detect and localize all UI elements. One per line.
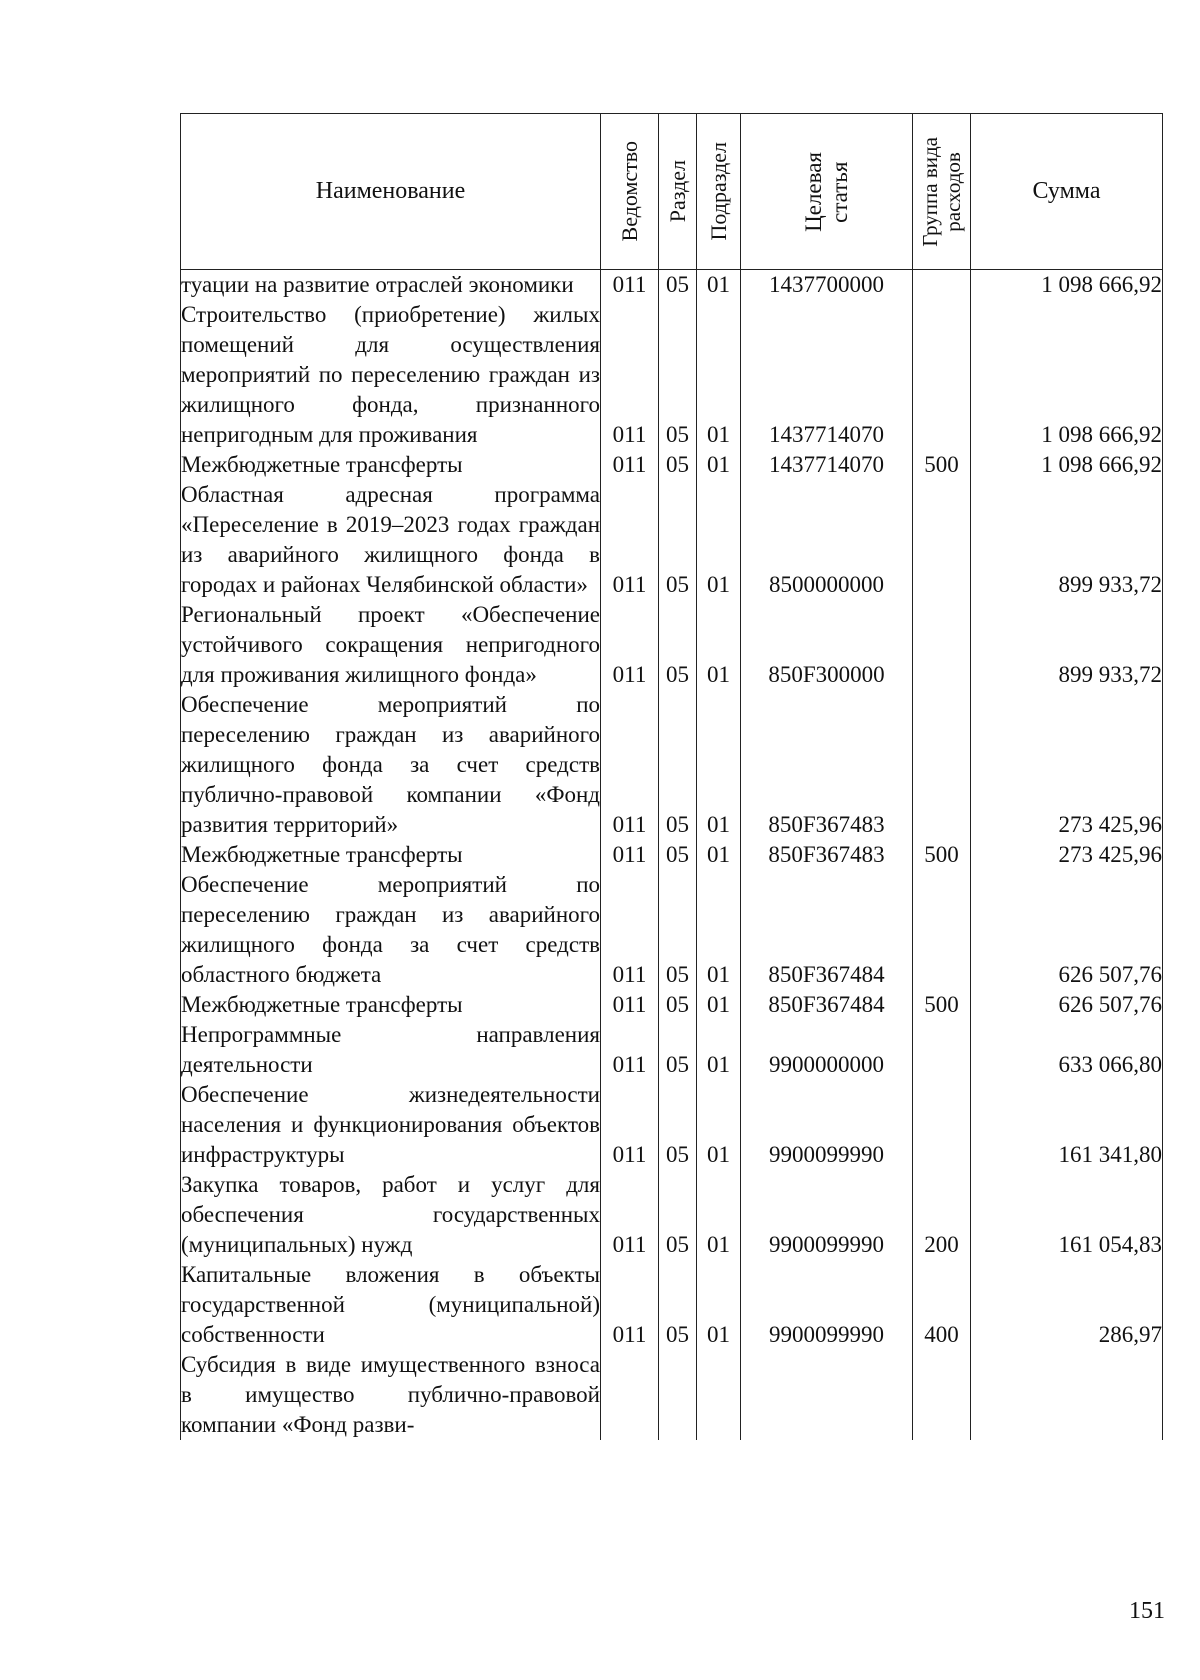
row-summa: 273 425,96 (971, 690, 1163, 840)
row-vedomstvo: 011 (601, 1020, 659, 1080)
row-gruppa: 500 (913, 450, 971, 480)
header-podrazdel-cell (697, 114, 741, 270)
row-name: Обеспечение мероприятий по переселению граждан из аварийного жилищного фонда за счет средств публично-правовой компании «Фонд развития территорий» (181, 690, 601, 840)
row-name: Закупка товаров, работ и услуг для обеспечения государственных (муниципальных) нужд (181, 1170, 601, 1260)
row-summa: 899 933,72 (971, 600, 1163, 690)
row-podrazdel: 01 (697, 1260, 741, 1350)
table-row (181, 1350, 1163, 1440)
header-razdel-cell (659, 114, 697, 270)
row-razdel (659, 1350, 697, 1440)
table-body (181, 270, 1163, 1441)
row-statya: 850F367483 (741, 840, 913, 870)
header-summa: Сумма (971, 114, 1163, 270)
row-gruppa (913, 270, 971, 301)
row-gruppa (913, 1350, 971, 1440)
budget-table (180, 113, 1163, 1440)
row-name: Межбюджетные трансферты (181, 450, 601, 480)
row-name: Межбюджетные трансферты (181, 990, 601, 1020)
table-header-row (181, 114, 1163, 270)
row-statya: 850F300000 (741, 600, 913, 690)
row-statya: 9900099990 (741, 1260, 913, 1350)
row-razdel: 05 (659, 600, 697, 690)
row-summa: 633 066,80 (971, 1020, 1163, 1080)
row-statya: 850F367483 (741, 690, 913, 840)
row-statya: 1437714070 (741, 300, 913, 450)
table-row (181, 1020, 1163, 1080)
row-razdel: 05 (659, 690, 697, 840)
row-podrazdel (697, 1350, 741, 1440)
row-name: Субсидия в виде имущественного взноса в имущество публично-правовой компании «Фонд разви- (181, 1350, 601, 1440)
row-statya: 9900099990 (741, 1080, 913, 1170)
table-row (181, 840, 1163, 870)
row-vedomstvo: 011 (601, 690, 659, 840)
row-gruppa (913, 600, 971, 690)
header-vedomstvo: Ведомство (616, 141, 642, 242)
row-podrazdel: 01 (697, 870, 741, 990)
row-statya: 850F367484 (741, 870, 913, 990)
row-podrazdel: 01 (697, 1020, 741, 1080)
header-podrazdel: Подраздел (705, 142, 731, 241)
row-statya: 9900099990 (741, 1170, 913, 1260)
row-gruppa (913, 1020, 971, 1080)
row-summa: 273 425,96 (971, 840, 1163, 870)
row-vedomstvo: 011 (601, 1080, 659, 1170)
row-gruppa (913, 870, 971, 990)
row-summa: 899 933,72 (971, 480, 1163, 600)
page-number: 151 (1129, 1598, 1165, 1624)
header-statya-cell (741, 114, 913, 270)
row-name: Региональный проект «Обеспечение устойчивого сокращения непригодного для проживания жилищного фонда» (181, 600, 601, 690)
row-vedomstvo: 011 (601, 840, 659, 870)
row-gruppa (913, 480, 971, 600)
row-statya: 9900000000 (741, 1020, 913, 1080)
row-statya: 1437700000 (741, 270, 913, 301)
row-name: Межбюджетные трансферты (181, 840, 601, 870)
table-row (181, 1260, 1163, 1350)
row-vedomstvo: 011 (601, 480, 659, 600)
row-name: туации на развитие отраслей экономики (181, 270, 601, 301)
header-gruppa-cell (913, 114, 971, 270)
header-gruppa: Группа вида расходов (917, 136, 965, 247)
row-razdel: 05 (659, 840, 697, 870)
row-vedomstvo: 011 (601, 300, 659, 450)
row-name: Обеспечение мероприятий по переселению граждан из аварийного жилищного фонда за счет средств областного бюджета (181, 870, 601, 990)
row-vedomstvo: 011 (601, 1260, 659, 1350)
row-gruppa: 200 (913, 1170, 971, 1260)
row-razdel: 05 (659, 1020, 697, 1080)
row-razdel: 05 (659, 480, 697, 600)
row-podrazdel: 01 (697, 480, 741, 600)
row-statya: 8500000000 (741, 480, 913, 600)
row-vedomstvo: 011 (601, 990, 659, 1020)
row-razdel: 05 (659, 870, 697, 990)
row-vedomstvo (601, 1350, 659, 1440)
header-razdel: Раздел (664, 160, 690, 223)
row-summa: 626 507,76 (971, 870, 1163, 990)
table-row (181, 1170, 1163, 1260)
table-row (181, 990, 1163, 1020)
row-razdel: 05 (659, 450, 697, 480)
row-gruppa (913, 300, 971, 450)
row-vedomstvo: 011 (601, 600, 659, 690)
row-podrazdel: 01 (697, 990, 741, 1020)
header-vedomstvo-cell (601, 114, 659, 270)
row-statya: 850F367484 (741, 990, 913, 1020)
row-summa: 1 098 666,92 (971, 270, 1163, 301)
row-statya (741, 1350, 913, 1440)
row-name: Капитальные вложения в объекты государственной (муниципальной) собственности (181, 1260, 601, 1350)
row-gruppa (913, 1080, 971, 1170)
row-summa: 626 507,76 (971, 990, 1163, 1020)
row-name: Областная адресная программа «Переселение в 2019–2023 годах граждан из аварийного жилищного фонда в городах и районах Челябинской области» (181, 480, 601, 600)
table-row (181, 450, 1163, 480)
row-podrazdel: 01 (697, 600, 741, 690)
row-podrazdel: 01 (697, 300, 741, 450)
row-razdel: 05 (659, 1080, 697, 1170)
row-gruppa: 400 (913, 1260, 971, 1350)
table-row (181, 870, 1163, 990)
row-summa: 161 054,83 (971, 1170, 1163, 1260)
row-razdel: 05 (659, 1170, 697, 1260)
table-row (181, 600, 1163, 690)
row-name: Строительство (приобретение) жилых помещений для осуществления мероприятий по переселению граждан из жилищного фонда, признанного непригодным для проживания (181, 300, 601, 450)
table-row (181, 270, 1163, 301)
row-podrazdel: 01 (697, 1170, 741, 1260)
table-row (181, 300, 1163, 450)
row-statya: 1437714070 (741, 450, 913, 480)
row-summa: 1 098 666,92 (971, 300, 1163, 450)
row-vedomstvo: 011 (601, 270, 659, 301)
row-gruppa: 500 (913, 990, 971, 1020)
row-podrazdel: 01 (697, 1080, 741, 1170)
row-name: Обеспечение жизнедеятельности населения и функционирования объектов инфраструктуры (181, 1080, 601, 1170)
table-row (181, 480, 1163, 600)
row-vedomstvo: 011 (601, 870, 659, 990)
row-razdel: 05 (659, 1260, 697, 1350)
row-summa: 1 098 666,92 (971, 450, 1163, 480)
table-row (181, 690, 1163, 840)
row-razdel: 05 (659, 300, 697, 450)
row-razdel: 05 (659, 990, 697, 1020)
row-razdel: 05 (659, 270, 697, 301)
row-summa: 161 341,80 (971, 1080, 1163, 1170)
row-podrazdel: 01 (697, 840, 741, 870)
row-podrazdel: 01 (697, 690, 741, 840)
row-gruppa (913, 690, 971, 840)
header-name: Наименование (181, 114, 601, 270)
row-name: Непрограммные направления деятельности (181, 1020, 601, 1080)
row-podrazdel: 01 (697, 450, 741, 480)
row-vedomstvo: 011 (601, 1170, 659, 1260)
table-row (181, 1080, 1163, 1170)
row-vedomstvo: 011 (601, 450, 659, 480)
header-statya: Целевая статья (800, 151, 852, 232)
row-summa: 286,97 (971, 1260, 1163, 1350)
row-podrazdel: 01 (697, 270, 741, 301)
row-summa (971, 1350, 1163, 1440)
row-gruppa: 500 (913, 840, 971, 870)
